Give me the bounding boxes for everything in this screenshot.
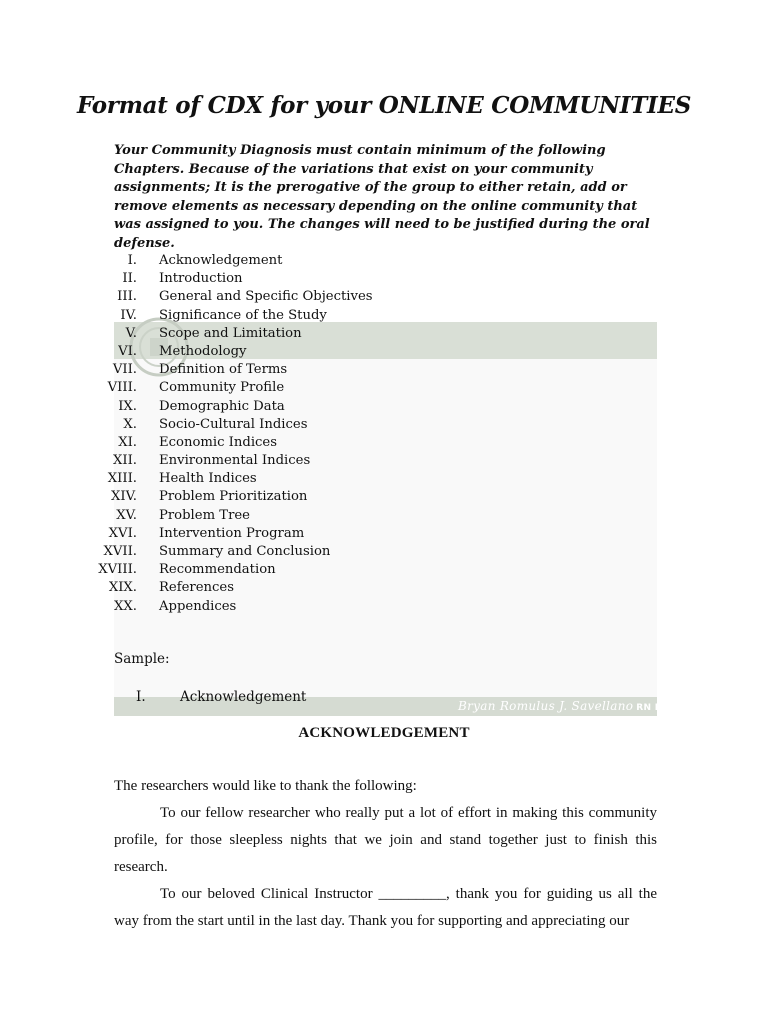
chapter-item — [94, 579, 614, 597]
watermark-signature: Bryan Romulus J. Savellano RN MAN — [458, 699, 680, 713]
chapter-item — [94, 452, 614, 470]
chapter-item — [94, 343, 614, 361]
chapter-label: Environmental Indices — [159, 453, 311, 469]
chapter-number: II. — [122, 271, 137, 287]
chapter-item — [94, 507, 614, 525]
chapter-number: XI. — [118, 434, 137, 450]
chapter-number: XVI. — [108, 525, 137, 541]
chapter-number: V. — [125, 325, 137, 341]
page-title: Format of CDX for your ONLINE COMMUNITIES — [76, 92, 692, 119]
chapter-number: XIII. — [107, 471, 137, 487]
chapter-label: Introduction — [159, 271, 243, 287]
sample-chapter-label: Acknowledgement — [180, 689, 307, 705]
chapter-label: Problem Tree — [159, 507, 250, 523]
chapter-item — [94, 416, 614, 434]
chapter-number: VII. — [112, 362, 137, 378]
chapter-item — [94, 270, 614, 288]
chapter-label: Methodology — [159, 343, 247, 359]
chapter-number: IV. — [120, 307, 137, 323]
chapter-item — [94, 598, 614, 616]
chapter-item — [94, 398, 614, 416]
chapter-label: Intervention Program — [159, 525, 305, 541]
chapter-item — [94, 325, 614, 343]
sample-chapter-number: I. — [136, 689, 146, 705]
chapter-label: References — [159, 580, 234, 596]
sample-label: Sample: — [114, 651, 170, 667]
chapter-number: I. — [127, 253, 137, 268]
chapter-item — [94, 434, 614, 452]
chapter-label: Summary and Conclusion — [159, 544, 331, 559]
chapter-item — [94, 561, 614, 579]
chapter-label: Scope and Limitation — [159, 325, 302, 341]
chapter-number: X. — [123, 416, 137, 432]
chapter-label: Problem Prioritization — [159, 489, 308, 505]
chapter-number: VIII. — [107, 380, 137, 396]
body-paragraph-2: To our fellow researcher who really put a lot of effort in making this community profile, for those sleepless nights that we join and stand together just to finish this research. — [114, 805, 657, 875]
chapter-number: VI. — [118, 343, 137, 359]
chapter-label: Significance of the Study — [159, 307, 327, 323]
chapter-number: XVIII. — [98, 562, 137, 578]
chapter-label: Definition of Terms — [159, 362, 288, 378]
chapter-label: Appendices — [159, 598, 237, 614]
body-paragraph-1: The researchers would like to thank the following: — [114, 778, 417, 794]
chapter-item — [94, 525, 614, 543]
chapter-number: XX. — [114, 598, 137, 614]
chapter-label: Health Indices — [159, 471, 257, 487]
sample-chapter-item — [114, 689, 414, 709]
chapter-label: General and Specific Objectives — [159, 289, 373, 305]
chapter-number: XIX. — [108, 580, 137, 596]
chapter-number: XII. — [113, 453, 137, 469]
body-paragraph-3: To our beloved Clinical Instructor _________, thank you for guiding us all the way from the start until in the last day. Thank you for supporting and appreciating our — [114, 886, 657, 929]
chapter-list — [94, 252, 614, 616]
chapter-item — [94, 288, 614, 306]
chapter-label: Demographic Data — [159, 398, 285, 414]
chapter-number: XIV. — [110, 489, 137, 505]
chapter-item — [94, 307, 614, 325]
chapter-item — [94, 543, 614, 561]
chapter-number: III. — [117, 289, 137, 305]
chapter-item — [94, 470, 614, 488]
chapter-label: Economic Indices — [159, 434, 278, 450]
acknowledgement-heading: ACKNOWLEDGEMENT — [298, 725, 470, 741]
chapter-label: Acknowledgement — [159, 253, 283, 268]
chapter-number: IX. — [118, 398, 137, 414]
chapter-item — [94, 379, 614, 397]
chapter-item — [94, 361, 614, 379]
chapter-number: XVII. — [103, 544, 137, 559]
intro-paragraph: Your Community Diagnosis must contain minimum of the following Chapters. Because of the variations that exist on your community assignments; It is the prerogative of the group to either retain, add or remove elements as necessary depending on the online community that was assigned to you. The changes will need to be justified during the oral defense. — [114, 143, 650, 251]
chapter-label: Socio-Cultural Indices — [159, 416, 308, 432]
chapter-label: Community Profile — [159, 380, 285, 396]
chapter-number: XV. — [116, 507, 137, 523]
chapter-item — [94, 252, 614, 270]
chapter-label: Recommendation — [159, 562, 276, 578]
chapter-item — [94, 488, 614, 506]
